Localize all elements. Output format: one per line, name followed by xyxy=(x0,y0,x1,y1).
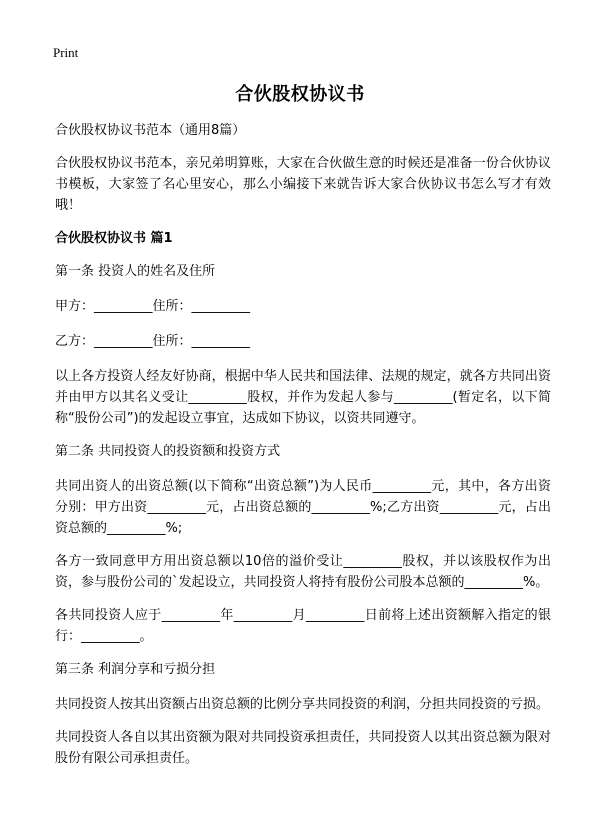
article-heading-1: 第一条 投资人的姓名及住所 xyxy=(55,264,216,279)
document-body xyxy=(55,120,551,781)
agreement-paragraph: 以上各方投资人经友好协商，根据中华人民共和国法律、法规的规定，就各方共同出资并由甲方以其名义受让_________股权，并作为发起人参与_________(暂定名，以下简称“股份公司”)的发起设立事宜，达成如下协议，以资共同遵守。 xyxy=(55,369,551,426)
equity-paragraph: 各方一致同意甲方用出资总额以10倍的溢价受让_________股权，并以该股权作为出资，参与股份公司的`发起设立，共同投资人将持有股份公司股本总额的_________%。 xyxy=(55,554,551,590)
section-heading: 合伙股权协议书 篇1 xyxy=(55,231,173,246)
document-title: 合伙股权协议书 xyxy=(235,84,365,105)
party-a-line: 甲方：_________住所：_________ xyxy=(55,299,251,314)
article-heading-2: 第二条 共同投资人的投资额和投资方式 xyxy=(55,444,281,459)
investment-paragraph: 共同出资人的出资总额(以下简称“出资总额”)为人民币_________元，其中，各方出资分别：甲方出资_________元，占出资总额的_________%;乙方出资_________元，占出资总额的_________%; xyxy=(55,479,551,536)
deposit-paragraph: 各共同投资人应于_________年_________月_________日前将上述出资额解入指定的银行：_________。 xyxy=(55,608,551,644)
article-heading-3: 第三条 利润分享和亏损分担 xyxy=(55,662,216,677)
profit-paragraph: 共同投资人按其出资额占出资总额的比例分享共同投资的利润，分担共同投资的亏损。 xyxy=(55,697,550,712)
intro-paragraph: 合伙股权协议书范本，亲兄弟明算账，大家在合伙做生意的时候还是准备一份合伙协议书模板，大家签了名心里安心，那么小编接下来就告诉大家合伙协议书怎么写才有效哦！ xyxy=(55,156,551,213)
subtitle: 合伙股权协议书范本（通用8篇） xyxy=(55,123,246,138)
liability-paragraph: 共同投资人各自以其出资额为限对共同投资承担责任，共同投资人以其出资总额为限对股份有限公司承担责任。 xyxy=(55,730,551,766)
print-link[interactable]: Print xyxy=(53,45,79,60)
party-b-line: 乙方：_________住所：_________ xyxy=(55,334,251,349)
